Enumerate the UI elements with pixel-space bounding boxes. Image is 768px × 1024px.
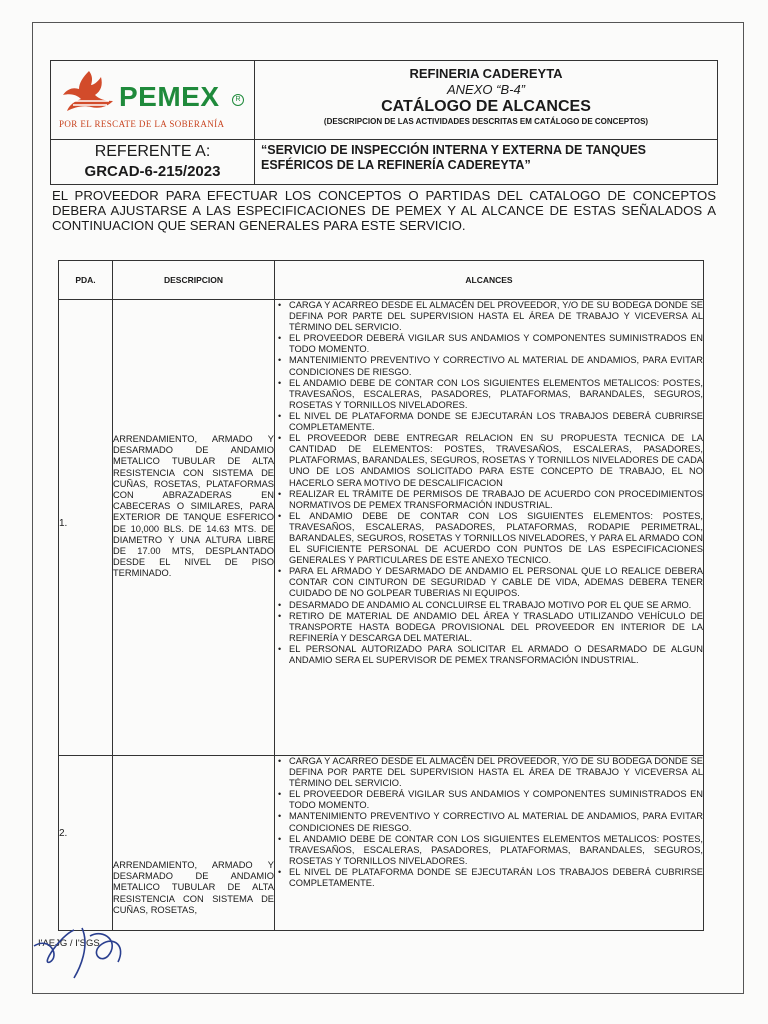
annex-label: ANEXO “B-4” — [446, 82, 525, 97]
registered-mark: R — [232, 94, 244, 106]
alcance-item: • CARGA Y ACARREO DESDE EL ALMACÉN DEL PROVEEDOR, Y/O DE SU BODEGA DONDE SE DEFINA POR PARTE DEL SUPERVISION HASTA EL ÁREA DE TRABAJO Y VICEVERSA AL TÉRMINO DEL SERVICIO. — [289, 756, 703, 789]
alcance-item: • REALIZAR EL TRÁMITE DE PERMISOS DE TRABAJO DE ACUERDO CON PROCEDIMIENTOS NORMATIVOS DE PEMEX TRANSFORMACIÓN INDUSTRIAL. — [289, 489, 703, 511]
scope-table — [58, 260, 704, 931]
catalog-subtitle: (DESCRIPCION DE LAS ACTIVIDADES DESCRITAS EM CATÁLOGO DE CONCEPTOS) — [323, 117, 649, 126]
alcance-item: • EL ANDAMIO DEBE DE CONTAR CON LOS SIGUIENTES ELEMENTOS: POSTES, TRAVESAÑOS, ESCALERAS, PASADORES, PLATAFORMAS, RODAPIE PERIMETRAL, BARANDALES, SEGUROS, ROSETAS Y TORNILLOS NIVELADORES, Y PARA EL ARMADO CON EL SUFICIENTE PERSONAL DE ACUERDO CON PUNTOS DE LAS ESPECIFICACIONES GENERALES Y PARTICULARES DE ESTE ANEXO TECNICO. — [289, 511, 703, 566]
handwritten-signature-icon — [30, 916, 150, 986]
alcance-item: • EL PROVEEDOR DEBERÁ VIGILAR SUS ANDAMIOS Y COMPONENTES SUMINISTRADOS EN TODO MOMENTO. — [289, 789, 703, 811]
logo-tagline: POR EL RESCATE DE LA SOBERANÍA — [59, 119, 225, 129]
initials-text: I'AEJG / I'SGS — [38, 938, 100, 949]
reference-block — [51, 140, 255, 184]
row-pda: 2. — [59, 756, 113, 931]
row-alcances — [275, 300, 704, 756]
row-pda: 1. — [59, 300, 113, 756]
header-pda: PDA. — [59, 261, 113, 300]
row-descripcion: ARRENDAMIENTO, ARMADO Y DESARMADO DE ANDAMIO METALICO TUBULAR DE ALTA RESISTENCIA CON SISTEMA DE CUÑAS, ROSETAS, — [113, 756, 275, 931]
document-header — [50, 60, 718, 185]
pemex-logo — [51, 61, 255, 139]
pemex-wordmark: PEMEX — [119, 81, 220, 112]
title-block — [255, 61, 717, 139]
reference-label: REFERENTE A: — [94, 143, 211, 160]
reference-code: GRCAD-6-215/2023 — [84, 163, 221, 180]
alcances-list — [275, 300, 703, 666]
header-alcances: ALCANCES — [275, 261, 704, 300]
initials-footer — [38, 938, 100, 949]
company-name: REFINERIA CADEREYTA — [409, 66, 563, 81]
alcance-item: • RETIRO DE MATERIAL DE ANDAMIO DEL ÁREA Y TRASLADO UTILIZANDO VEHÍCULO DE TRANSPORTE HASTA BODEGA PROVISIONAL DEL PROVEEDOR EN INTERIOR DE LA REFINERÍA Y DESCARGA DEL MATERIAL. — [289, 611, 703, 644]
alcance-item: • EL PERSONAL AUTORIZADO PARA SOLICITAR EL ARMADO O DESARMADO DE ALGUN ANDAMIO SERA EL SUPERVISOR DE PEMEX TRANSFORMACIÓN INDUSTRIAL. — [289, 644, 703, 666]
intro-paragraph: EL PROVEEDOR PARA EFECTUAR LOS CONCEPTOS O PARTIDAS DEL CATALOGO DE CONCEPTOS DEBERA AJUSTARSE A LAS ESPECIFICACIONES DE PEMEX Y AL ALCANCE DE ESTAS SEÑALADOS A CONTINUACION QUE SERAN GENERALES PARA ESTE SERVICIO. — [52, 188, 716, 233]
alcance-item: • MANTENIMIENTO PREVENTIVO Y CORRECTIVO AL MATERIAL DE ANDAMIOS, PARA EVITAR CONDICIONES DE RIESGO. — [289, 811, 703, 833]
row-alcances — [275, 756, 704, 931]
alcance-item: • CARGA Y ACARREO DESDE EL ALMACÉN DEL PROVEEDOR, Y/O DE SU BODEGA DONDE SE DEFINA POR PARTE DEL SUPERVISION HASTA EL ÁREA DE TRABAJO Y VICEVERSA AL TÉRMINO DEL SERVICIO. — [289, 300, 703, 333]
row-descripcion: ARRENDAMIENTO, ARMADO Y DESARMADO DE ANDAMIO METALICO TUBULAR DE ALTA RESISTENCIA CON SISTEMA DE CUÑAS, ROSETAS, PLATAFORMAS CON ABRAZADERAS EN CABECERAS O SIMILARES, PARA EXTERIOR DE TANQUE ESFERICO DE 10,000 BLS. DE 14.63 MTS. DE DIAMETRO Y UNA ALTURA LIBRE DE 17.00 MTS, DESPLANTADO DESDE EL NIVEL DE PISO TERMINADO. — [113, 300, 275, 756]
alcance-item: • EL ANDAMIO DEBE DE CONTAR CON LOS SIGUIENTES ELEMENTOS METALICOS: POSTES, TRAVESAÑOS, ESCALERAS, PASADORES, PLATAFORMAS, BARANDALES, SEGUROS, ROSETAS Y TORNILLOS NIVELADORES. — [289, 834, 703, 867]
catalog-title: CATÁLOGO DE ALCANCES — [381, 98, 591, 115]
header-descripcion: DESCRIPCION — [113, 261, 275, 300]
alcance-item: • EL ANDAMIO DEBE DE CONTAR CON LOS SIGUIENTES ELEMENTOS METALICOS: POSTES, TRAVESAÑOS, ESCALERAS, PASADORES, PLATAFORMAS, BARANDALES, SEGUROS, ROSETAS Y TORNILLOS NIVELADORES. — [289, 378, 703, 411]
service-title: “SERVICIO DE INSPECCIÓN INTERNA Y EXTERNA DE TANQUES ESFÉRICOS DE LA REFINERÍA CADEREYTA” — [261, 143, 647, 172]
alcance-item: • EL PROVEEDOR DEBE ENTREGAR RELACION EN SU PROPUESTA TECNICA DE LA CANTIDAD DE ELEMENTOS: POSTES, TRAVESAÑOS, ESCALERAS, PASADORES, PLATAFORMAS, BARANDALES, SEGUROS, ROSETAS Y TORNILLOS NIVELADORES DE CADA UNO DE LOS ANDAMIOS SOLICITADO PARA ESTE CONCEPTO DE TRABAJO, EL NO HACERLO SERA MOTIVO DE DESCALIFICACION — [289, 433, 703, 488]
alcance-item: • EL NIVEL DE PLATAFORMA DONDE SE EJECUTARÁN LOS TRABAJOS DEBERÁ CUBRIRSE COMPLETAMENTE. — [289, 411, 703, 433]
table-header-row — [59, 261, 704, 300]
alcance-item: • MANTENIMIENTO PREVENTIVO Y CORRECTIVO AL MATERIAL DE ANDAMIOS, PARA EVITAR CONDICIONES DE RIESGO. — [289, 355, 703, 377]
alcance-item: • DESARMADO DE ANDAMIO AL CONCLUIRSE EL TRABAJO MOTIVO POR EL QUE SE ARMO. — [289, 600, 703, 611]
alcances-list — [275, 756, 703, 889]
table-row — [59, 756, 704, 931]
table-row — [59, 300, 704, 756]
alcance-item: • EL NIVEL DE PLATAFORMA DONDE SE EJECUTARÁN LOS TRABAJOS DEBERÁ CUBRIRSE COMPLETAMENTE. — [289, 867, 703, 889]
alcance-item: • PARA EL ARMADO Y DESARMADO DE ANDAMIO EL PERSONAL QUE LO REALICE DEBERA CONTAR CON CINTURON DE SEGURIDAD Y CABLE DE VIDA, ADEMAS DEBERA TENER CUIDADO DE NO GOLPEAR TUBERIAS NI EQUIPOS. — [289, 566, 703, 599]
alcance-item: • EL PROVEEDOR DEBERÁ VIGILAR SUS ANDAMIOS Y COMPONENTES SUMINISTRADOS EN TODO MOMENTO. — [289, 333, 703, 355]
eagle-emblem-icon — [61, 69, 115, 115]
